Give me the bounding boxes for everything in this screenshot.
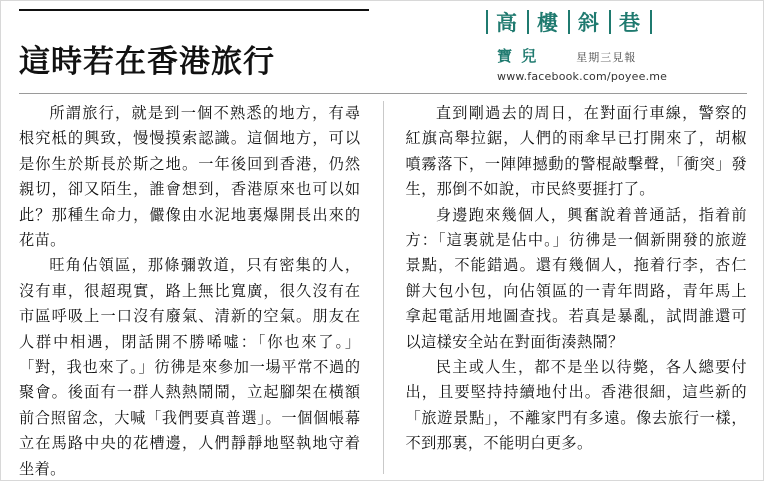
header-divider [19,93,747,94]
paragraph: 旺角佔領區，那條彌敦道，只有密集的人，沒有車，很超現實，路上無比寬廣，很久沒有在市區呼吸上一口沒有廢氣、清新的空氣。朋友在人群中相遇，閉話開不勝唏噓：「你也來了。」「對，我也來了。」彷彿是來參加一場平常不過的聚會。後面有一群人熱熱鬧鬧，立起腳架在橫額前合照留念，大喊「我們要真普選」。一個個帳幕立在馬路中央的花槽邊，人們靜靜地堅執地守着坐着。 [19,256,361,478]
headline-rule [19,9,369,11]
column-divider [383,101,384,474]
masthead-char-2: 樓 [537,11,560,35]
article-header [1,1,763,97]
masthead-char-1: 高 [496,11,519,35]
masthead-bar-icon [609,10,611,34]
right-column [406,101,748,474]
author-facebook-url[interactable]: www.facebook.com/poyee.me [497,70,668,83]
masthead-bar-icon [527,10,529,34]
page-title: 這時若在香港旅行 [19,43,275,80]
paragraph: 所謂旅行，就是到一個不熟悉的地方，有尋根究柢的興致，慢慢摸索認識。這個地方，可以是你生於斯長於斯之地。一年後回到香港，仍然親切，卻又陌生，誰會想到，香港原來也可以如此？那種生命力，儼像由水泥地裏爆開長出來的花苗。 [19,104,361,250]
publish-schedule: 星期三見報 [576,51,637,64]
masthead-title [479,7,747,37]
paragraph: 身邊跑來幾個人，興奮說着普通話，指着前方：「這裏就是佔中。」彷彿是一個新開發的旅遊景點，不能錯過。還有幾個人，拖着行李，杏仁餅大包小包，向佔領區的一青年問路，青年馬上拿起電話用地圖查找。若真是暴亂，試問誰還可以這樣安全站在對面街湊熱鬧？ [405,205,747,351]
masthead-bar-icon [486,10,488,34]
masthead-char-3: 斜 [578,11,601,35]
masthead-subline [479,45,747,66]
masthead-bar-icon [568,10,570,34]
column-masthead [479,7,747,83]
article-body [19,101,747,478]
left-column [19,101,361,478]
author-name: 寶 兒 [497,47,539,65]
masthead-char-4: 巷 [619,11,642,35]
masthead-bar-icon [650,10,652,34]
paragraph: 直到剛過去的周日，在對面行車線，警察的紅旗高舉拉鋸，人們的雨傘早已打開來了，胡椒噴霧落下，一陣陣撼動的警棍敲擊聲，「衝突」發生，那倒不如說，市民終要捱打了。 [405,104,747,199]
paragraph: 民主或人生，都不是坐以待斃，各人總要付出，且要堅持持續地付出。香港很細，這些新的「旅遊景點」，不離家門有多遠。像去旅行一樣，不到那裏，不能明白更多。 [405,358,747,453]
